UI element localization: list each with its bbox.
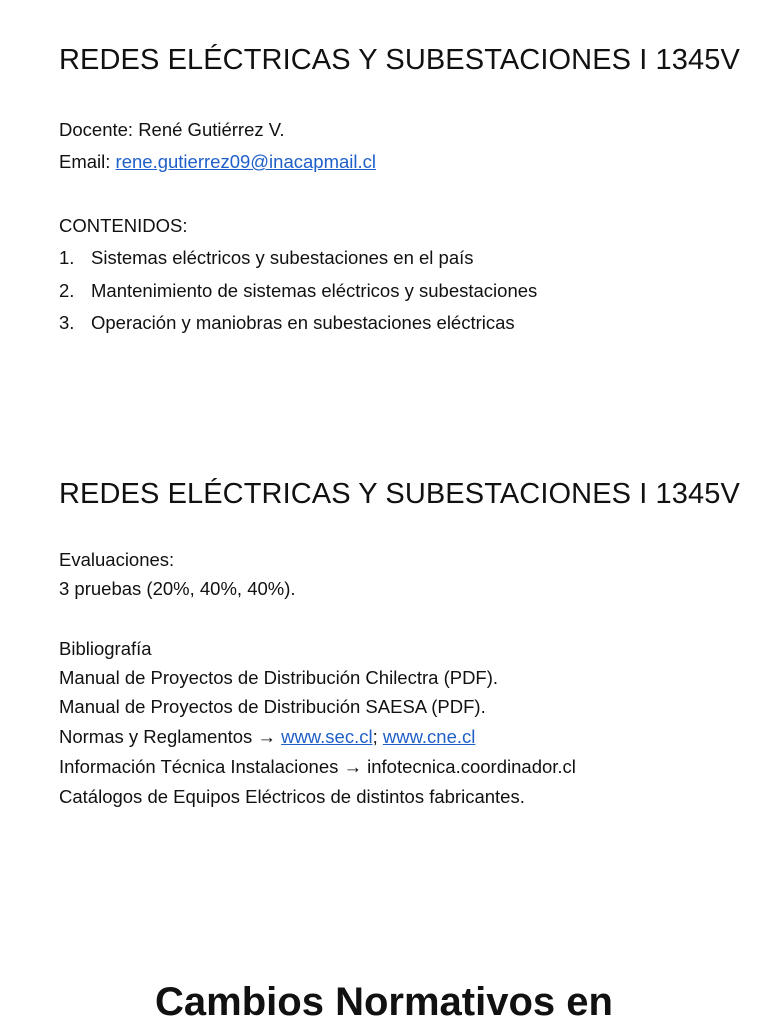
link-separator: ; [372,726,378,747]
teacher-name: René Gutiérrez V. [138,119,285,140]
contents-item-1 [59,246,474,270]
contents-item-2 [59,279,537,303]
bibliography-heading: Bibliografía [59,638,152,659]
evaluations-text: 3 pruebas (20%, 40%, 40%). [59,578,296,599]
list-item-text: Operación y maniobras en subestaciones eléctricas [91,312,515,333]
email-line [59,150,376,174]
slide-2-title: REDES ELÉCTRICAS Y SUBESTACIONES I 1345V [59,478,740,510]
contents-item-3 [59,311,515,335]
list-number: 2. [59,280,75,301]
bibliography-item-2: Manual de Proyectos de Distribución SAESA (PDF). [59,696,486,717]
teacher-line [59,118,285,142]
catalogs-line: Catálogos de Equipos Eléctricos de distintos fabricantes. [59,786,525,807]
tech-info-line: Información Técnica Instalaciones → infotecnica.coordinador.cl [59,756,576,777]
slide-3-title: Cambios Normativos en [155,980,613,1024]
list-number: 3. [59,312,75,333]
norms-label: Normas y Reglamentos → [59,726,282,747]
teacher-label: Docente: [59,119,139,140]
sec-link[interactable]: www.sec.cl [281,726,373,747]
norms-line [59,725,475,749]
email-label: Email: [59,151,116,172]
slide-1-title: REDES ELÉCTRICAS Y SUBESTACIONES I 1345V [59,44,740,76]
contents-heading: CONTENIDOS: [59,215,188,236]
cne-link[interactable]: www.cne.cl [382,726,476,747]
list-item-text: Mantenimiento de sistemas eléctricos y subestaciones [91,280,538,301]
bibliography-item-1: Manual de Proyectos de Distribución Chilectra (PDF). [59,667,499,688]
evaluations-heading: Evaluaciones: [59,549,175,570]
email-link[interactable]: rene.gutierrez09@inacapmail.cl [115,151,376,172]
list-item-text: Sistemas eléctricos y subestaciones en el país [91,247,474,268]
list-number: 1. [59,247,75,268]
